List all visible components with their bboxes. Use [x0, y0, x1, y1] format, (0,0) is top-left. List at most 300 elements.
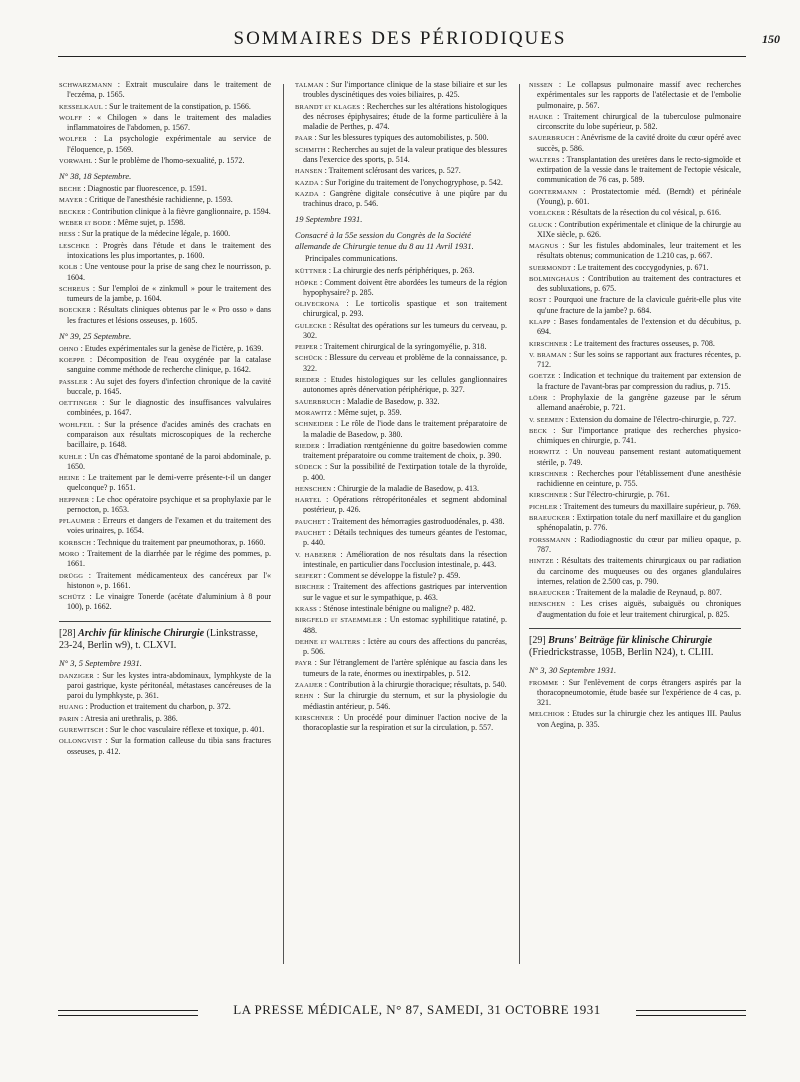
- article-entry: [529, 187, 741, 208]
- article-author: KÜTTNER: [295, 268, 327, 276]
- article-author: SÜDECK: [295, 464, 323, 472]
- article-author: KOEPPE: [59, 357, 85, 365]
- article-entry: [529, 155, 741, 186]
- article-entry: [529, 208, 741, 218]
- article-title: : Comment doivent être abordées les tumeurs de la région hypophysaire? p. 285.: [303, 277, 507, 297]
- article-title: : Sur l'emploi de « zinkmull » pour le traitement des tumeurs de la jambe, p. 1604.: [67, 283, 272, 304]
- article-title: : Amélioration de nos résultats dans la résection intestinale, en particulier dans l'occlusion intestinale, p. 443.: [303, 549, 508, 569]
- article-title: : Transplantation des uretères dans le recto-sigmoïde et extirpation de la vessie dans le traitement de l'ectopie vésicale, communication de 76 cas, p. 589.: [537, 154, 742, 185]
- article-author: REHN: [295, 693, 314, 701]
- article-title: : Production et traitement du charbon, p. 372.: [85, 702, 231, 712]
- article-title: : Décomposition de l'eau oxygénée par la catalase sanguine comme méthode de recherche clinique, p. 1642.: [67, 355, 272, 375]
- article-author: VOELCKER: [529, 210, 566, 218]
- article-author: LÖHR: [529, 394, 548, 402]
- article-author: DEHNE et WALTERS: [295, 638, 361, 646]
- page-number: 150: [762, 32, 780, 46]
- article-author: HAUKE: [529, 113, 553, 121]
- article-title: : Contribution clinique à la fièvre ganglionnaire, p. 1594.: [87, 206, 271, 216]
- article-author: KLAPP: [529, 319, 551, 327]
- article-author: BOECKER: [59, 307, 91, 315]
- article-author: GONTERMANN: [529, 188, 578, 196]
- article-title: : Le rôle de l'iode dans le traitement préparatoire de la maladie de Basedow, p. 380.: [303, 419, 507, 439]
- journal-heading: [529, 628, 741, 660]
- article-entry: [59, 516, 271, 537]
- article-title: : Sur les fistules abdominales, leur traitement et les résultats obtenus; communication de 1.210 cas, p. 667.: [537, 241, 742, 261]
- article-title: : Sur la chirurgie du sternum, et sur la physiologie du médiastin antérieur, p. 546.: [303, 691, 507, 711]
- article-author: PAAR: [295, 135, 313, 143]
- article-title: : Opérations rétropéritonéales et segment abdominal postérieur, p. 426.: [303, 495, 508, 515]
- article-author: SCHMITH: [295, 146, 326, 154]
- article-entry: [529, 678, 741, 709]
- article-entry: [529, 513, 741, 534]
- article-title: : Traitement de la diarrhée par le régime des pommes, p. 1661.: [67, 549, 272, 569]
- article-title: : Contribution expérimentale et clinique de la chirurgie au XIXe siècle, p. 626.: [537, 219, 742, 239]
- article-entry: [59, 102, 271, 112]
- column-divider: [519, 84, 520, 964]
- article-title: : Pourquoi une fracture de la clavicule guérit-elle plus vite qu'une fracture de la jambe? p. 684.: [537, 295, 742, 315]
- article-author: LESCHKE: [59, 242, 90, 250]
- article-author: HANSEN: [295, 168, 323, 176]
- article-title: : Sur l'électro-chirurgie, p. 761.: [569, 490, 670, 500]
- article-entry: [295, 713, 507, 734]
- article-entry: [295, 266, 507, 276]
- article-title: : Résultats cliniques obtenus par le « Pro osso » dans les fractures et lésions osseuses, p. 1605.: [67, 305, 271, 325]
- article-entry: [295, 495, 507, 516]
- article-entry: [59, 262, 271, 283]
- article-title: : Prostatectomie méd. (Berndt) et périnéale (Young), p. 601.: [537, 186, 742, 206]
- article-entry: [295, 680, 507, 690]
- article-title: : Le vinaigre Tonerde (acétate d'aluminium à 8 pour 100), p. 1662.: [67, 592, 271, 612]
- journal-name: Bruns' Beiträge für klinische Chirurgie: [548, 634, 713, 646]
- article-title: : Traitement chirurgical de la syringomyélie, p. 318.: [319, 342, 487, 352]
- article-entry: [529, 241, 741, 262]
- article-entry: [59, 398, 271, 419]
- article-entry: [295, 441, 507, 462]
- article-entry: [59, 305, 271, 326]
- article-entry: [295, 408, 507, 418]
- article-entry: [295, 637, 507, 658]
- article-author: BECHE: [59, 186, 82, 194]
- article-author: ZAAIJER: [295, 681, 323, 689]
- article-entry: [59, 377, 271, 398]
- journal-number: [29]: [529, 634, 546, 646]
- article-author: WEBER et BODE: [59, 220, 112, 228]
- article-entry: [529, 709, 741, 730]
- article-author: DANZIGER: [59, 672, 94, 680]
- article-author: MORO: [59, 551, 80, 558]
- article-title: : Sur les kystes intra-abdominaux, lymphkyste de la paroi gastrique, kyste péritonéal, métastases cancéreuses de la paroi du lymphkyste, p. 361.: [67, 670, 272, 701]
- article-title: : Le collapsus pulmonaire massif avec recherches expérimentales sur les rapports de l'atélectasie et de l'embolie pulmonaire, p. 567.: [537, 80, 741, 110]
- article-author: MORAWITZ: [295, 409, 332, 417]
- article-author: MAGNUS: [529, 243, 559, 251]
- article-entry: [59, 714, 271, 724]
- article-entry: [529, 112, 741, 133]
- article-author: SCHWARZMANN: [59, 82, 113, 89]
- article-entry: [59, 420, 271, 451]
- article-title: : Sur la pratique de la médecine légale, p. 1600.: [77, 229, 231, 239]
- article-author: KIRSCHNER: [529, 340, 568, 348]
- article-entry: [59, 241, 271, 262]
- article-author: KOLB: [59, 264, 78, 272]
- article-entry: [59, 702, 271, 712]
- article-author: V. SEEMEN: [529, 416, 564, 424]
- article-entry: [295, 178, 507, 188]
- article-entry: [295, 528, 507, 549]
- article-author: SCHÜTZ: [59, 594, 86, 602]
- article-entry: [59, 184, 271, 194]
- article-title: : Recherches sur les altérations histologiques des nécroses épiphysaires; étude de la forme particulière à la maladie de Perthes, p. 474.: [303, 101, 507, 132]
- article-entry: [59, 344, 271, 354]
- article-author: GOETZE: [529, 373, 556, 381]
- article-author: BIRGFELD et STAEMMLER: [295, 617, 382, 625]
- issue-heading: N° 3, 30 Septembre 1931.: [529, 664, 617, 675]
- article-entry: [529, 502, 741, 512]
- article-entry: [295, 80, 507, 101]
- article-title: : Le traitement des fractures osseuses, p. 708.: [569, 338, 715, 348]
- article-author: PAUCHET: [295, 518, 326, 526]
- article-entry: [59, 355, 271, 376]
- article-author: KIRSCHNER: [529, 492, 568, 500]
- article-entry: [295, 353, 507, 374]
- article-entry: [295, 615, 507, 636]
- article-entry: [529, 339, 741, 349]
- article-title: : Sur le problème de l'homo-sexualité, p. 1572.: [94, 155, 245, 165]
- article-title: : Un nouveau pansement restant automatiquement stérile, p. 749.: [537, 447, 741, 467]
- article-title: : Critique de l'anesthésie rachidienne, p. 1593.: [84, 195, 233, 205]
- journal-name: Archiv für klinische Chirurgie: [78, 627, 205, 639]
- article-title: : La psychologie expérimentale au service de l'éloquence, p. 1569.: [67, 134, 271, 154]
- article-author: BRAEUCKER: [529, 589, 571, 597]
- article-entry: [529, 350, 741, 371]
- article-title: : Traitement des affections gastriques par intervention sur le vague et sur le sympathique, p. 463.: [303, 582, 507, 602]
- section-subheading: Principales communications.: [305, 253, 398, 263]
- article-entry: [529, 535, 741, 556]
- article-author: KORBSCH: [59, 539, 92, 547]
- article-title: : Diagnostic par fluorescence, p. 1591.: [83, 184, 207, 194]
- article-entry: [295, 189, 507, 210]
- article-title: : Sur la formation calleuse du tibia sans fractures osseuses, p. 412.: [67, 736, 272, 756]
- article-title: : Extension du domaine de l'électro-chirurgie, p. 727.: [565, 414, 737, 424]
- article-author: FORSSMANN: [529, 536, 571, 544]
- article-title: : Blessure du cerveau et problème de la connaissance, p. 322.: [303, 353, 508, 373]
- article-title: : Anévrisme de la cavité droite du cœur opéré avec succès, p. 586.: [537, 133, 742, 153]
- article-entry: [295, 133, 507, 143]
- article-title: : Radiodiagnostic du cœur par milieu opaque, p. 787.: [537, 534, 741, 554]
- journal-address: (Friedrickstrasse, 105B, Berlin N24), t. CLIII.: [529, 647, 714, 659]
- article-entry: [529, 263, 741, 273]
- article-title: : Résultat des opérations sur les tumeurs du cerveau, p. 302.: [303, 320, 508, 340]
- article-author: KIRSCHNER: [295, 714, 334, 722]
- article-title: : Les crises aiguës, subaiguës ou chroniques d'augmentation du foie et leur traitement chirurgical, p. 825.: [537, 599, 742, 619]
- article-author: KIRSCHNER: [529, 470, 568, 478]
- issue-heading: N° 3, 5 Septembre 1931.: [59, 657, 142, 668]
- article-title: : Même sujet, p. 1598.: [113, 218, 186, 228]
- article-entry: [59, 134, 271, 155]
- article-title: : Le torticolis spastique et son traitement chirurgical, p. 293.: [303, 299, 507, 319]
- article-title: : Sur la possibilité de l'extirpation totale de la thyroïde, p. 400.: [303, 462, 508, 482]
- footer-rule: [636, 1010, 746, 1016]
- article-title: : Le traitement par le demi-verre présente-t-il un danger quelconque? p. 1651.: [67, 473, 271, 493]
- article-entry: [295, 484, 507, 494]
- article-entry: [295, 299, 507, 320]
- article-author: RIEDER: [295, 377, 320, 385]
- article-author: RIEDER: [295, 442, 320, 450]
- article-author: KAZDA: [295, 190, 319, 198]
- article-author: SEIFERT: [295, 573, 322, 581]
- article-entry: [59, 725, 271, 735]
- article-entry: [295, 550, 507, 571]
- article-title: : Une ventouse pour la prise de sang chez le nourrisson, p. 1604.: [67, 262, 272, 282]
- page-title: SOMMAIRES DES PÉRIODIQUES: [233, 28, 567, 49]
- article-entry: [59, 495, 271, 516]
- article-entry: [529, 371, 741, 392]
- article-title: : Sur l'importance clinique de la stase biliaire et sur les troubles dyscinétiques des voies biliaires, p. 425.: [303, 80, 507, 100]
- article-author: GUREWITSCH: [59, 726, 104, 734]
- article-author: V. HABERER: [295, 551, 337, 559]
- article-author: VORWAHL: [59, 157, 93, 165]
- article-title: : Sténose intestinale bénigne ou maligne? p. 482.: [318, 603, 476, 613]
- article-author: PFLAUMER: [59, 518, 96, 526]
- article-entry: [295, 419, 507, 440]
- article-author: MAYER: [59, 197, 83, 205]
- article-title: : Résultats de la résection du col vésical, p. 616.: [567, 208, 722, 218]
- article-title: : Détails techniques des tumeurs géantes de l'estomac, p. 440.: [303, 528, 508, 548]
- article-author: HORWITZ: [529, 449, 561, 457]
- article-author: MELCHIOR: [529, 711, 565, 719]
- issue-heading: N° 39, 25 Septembre.: [59, 330, 132, 341]
- article-title: : Sur la présence d'acides aminés des crachats en comparaison aux résultats microscopiques de la recherche bacillaire, p. 1648.: [67, 419, 272, 450]
- article-title: : « Chilogen » dans le traitement des maladies inflammatoires de l'abdomen, p. 1567.: [67, 112, 271, 133]
- article-author: HÖPKE: [295, 279, 318, 287]
- article-entry: [295, 691, 507, 712]
- article-author: KAZDA: [295, 179, 319, 187]
- article-author: WOHLFEIL: [59, 421, 94, 429]
- article-entry: [529, 599, 741, 620]
- article-title: : Un procédé pour diminuer l'action nocive de la thoracoplastie sur la respiration et sur la circulation, p. 557.: [303, 712, 508, 733]
- article-title: : Un estomac syphilitique ratatiné, p. 488.: [303, 615, 507, 635]
- article-author: DRÜGG: [59, 572, 84, 580]
- article-title: : Sur les soins se rapportant aux fractures récentes, p. 712.: [537, 349, 742, 370]
- article-entry: [59, 592, 271, 613]
- article-author: HESS: [59, 231, 76, 239]
- article-author: HEPPNER: [59, 496, 90, 504]
- article-author: GULECKE: [295, 322, 327, 330]
- article-author: OLIVECRONA: [295, 301, 340, 309]
- article-entry: [529, 295, 741, 316]
- article-entry: [59, 671, 271, 702]
- article-entry: [529, 490, 741, 500]
- article-author: OHNO: [59, 345, 79, 353]
- article-title: : Au sujet des foyers d'infection chronique de la cavité buccale, p. 1645.: [67, 376, 272, 396]
- article-entry: [295, 604, 507, 614]
- article-entry: [59, 284, 271, 305]
- article-author: BIRCHER: [295, 584, 325, 592]
- article-title: : Un cas d'hématome spontané de la paroi abdominale, p. 1650.: [67, 451, 272, 471]
- article-title: : Résultats des traitements chirurgicaux ou par radiation du carcinome des muqueuses ou des organes glandulaires internes, relation de 2.500 cas, p. 790.: [537, 556, 741, 586]
- article-author: HEINE: [59, 475, 80, 483]
- article-title: : Maladie de Basedow, p. 332.: [342, 396, 440, 406]
- article-author: HARTEL: [295, 497, 322, 505]
- article-title: : Technique du traitement par pneumothorax, p. 1660.: [93, 537, 266, 547]
- article-author: BECKER: [59, 208, 86, 216]
- article-entry: [59, 207, 271, 217]
- page-header: [60, 28, 780, 58]
- article-entry: [529, 426, 741, 447]
- article-entry: [59, 113, 271, 134]
- article-author: PASSLER: [59, 378, 88, 386]
- article-entry: [59, 736, 271, 757]
- article-entry: [529, 133, 741, 154]
- article-author: SAUERBRUCH: [295, 398, 341, 406]
- column-3: [529, 80, 741, 731]
- journal-number: [28]: [59, 627, 76, 639]
- article-author: BOLMINGHAUS: [529, 275, 580, 283]
- footer-rule: [58, 1010, 198, 1016]
- article-title: : Chirurgie de la maladie de Basedow, p. 413.: [333, 483, 480, 493]
- article-author: PAUCHET: [295, 530, 326, 538]
- article-title: : Traitement des tumeurs du maxillaire supérieur, p. 769.: [559, 501, 741, 511]
- article-author: SAUERBRUCH: [529, 135, 575, 143]
- article-title: : Extirpation totale du nerf maxillaire et du ganglion sphénopalatin, p. 776.: [537, 513, 742, 533]
- article-author: BRANDT et KLAGES: [295, 103, 361, 111]
- article-entry: [529, 317, 741, 338]
- article-title: : Bases fondamentales de l'extension et du décubitus, p. 694.: [537, 317, 742, 337]
- article-author: KESSELKAUL: [59, 103, 103, 111]
- article-entry: [529, 469, 741, 490]
- article-title: : Le choc opératoire psychique et sa prophylaxie par le pernocton, p. 1653.: [67, 494, 272, 514]
- article-title: : Traitement des hémorragies gastroduodénales, p. 438.: [327, 516, 505, 526]
- article-entry: [59, 156, 271, 166]
- issue-heading: 19 Septembre 1931.: [295, 214, 363, 225]
- article-entry: [529, 447, 741, 468]
- article-title: : Gangrène digitale consécutive à une piqûre par du trachinus draco, p. 546.: [303, 188, 508, 209]
- article-author: SCHNEIDER: [295, 421, 334, 429]
- article-title: : Extrait musculaire dans le traitement de l'eczéma, p. 1565.: [67, 80, 271, 100]
- article-author: FROMME: [529, 679, 559, 687]
- article-title: : Traitement médicamenteux des cancéreux par l'« histonon », p. 1661.: [67, 570, 271, 590]
- article-entry: [529, 556, 741, 587]
- article-entry: [59, 473, 271, 494]
- article-entry: [295, 571, 507, 581]
- article-entry: [295, 658, 507, 679]
- article-author: SUERMONDT: [529, 264, 572, 272]
- article-entry: [59, 218, 271, 228]
- article-entry: [59, 452, 271, 473]
- article-entry: [59, 571, 271, 592]
- article-title: : Sur l'origine du traitement de l'onychogryphose, p. 542.: [320, 177, 503, 187]
- article-author: HENSCHEN: [295, 485, 332, 493]
- article-author: PARIN: [59, 715, 79, 723]
- article-author: TALMAN: [295, 82, 324, 89]
- article-title: : Même sujet, p. 359.: [333, 407, 402, 417]
- article-title: : Le traitement des coccygodynies, p. 671.: [573, 262, 709, 272]
- article-title: : Comment se développe la fistule? p. 459.: [323, 571, 461, 581]
- journal-address: (Linkstrasse, 23-24, Berlin w9), t. CLXVI.: [59, 627, 258, 652]
- article-entry: [59, 538, 271, 548]
- article-author: OETTINGER: [59, 400, 98, 408]
- article-entry: [529, 393, 741, 414]
- article-entry: [59, 195, 271, 205]
- article-entry: [529, 415, 741, 425]
- article-author: WOLFER: [59, 136, 87, 144]
- article-title: : Atresia ani urethralis, p. 386.: [80, 713, 178, 723]
- article-title: : Progrès dans l'étude et dans le traitement des intoxications les plus importantes, p. 1600.: [67, 240, 272, 261]
- article-title: : Etudes expérimentales sur la genèse de l'ictère, p. 1639.: [80, 343, 264, 353]
- article-author: PAYR: [295, 660, 312, 668]
- article-entry: [295, 278, 507, 299]
- issue-heading: N° 38, 18 Septembre.: [59, 171, 132, 182]
- article-title: : Prophylaxie de la gangrène gazeuse par le sérum allemand anaérobie, p. 721.: [537, 392, 742, 413]
- article-entry: [295, 582, 507, 603]
- article-title: : Indication et technique du traitement par extension de la fracture de l'avant-bras par compression du radius, p. 715.: [537, 371, 741, 391]
- article-entry: [529, 588, 741, 598]
- issue-heading: Consacré à la 55e session du Congrès de la Société allemande de Chirurgie tenue du 8 au 11 Avril 1931.: [295, 230, 474, 252]
- article-title: : Sur les blessures typiques des automobilistes, p. 500.: [314, 133, 489, 143]
- article-entry: [295, 321, 507, 342]
- article-entry: [295, 166, 507, 176]
- article-entry: [295, 517, 507, 527]
- article-entry: [295, 375, 507, 396]
- article-title: : Ictère au cours des affections du pancréas, p. 506.: [303, 636, 508, 657]
- article-author: GLUCK: [529, 221, 553, 229]
- article-author: HINTZE: [529, 558, 554, 566]
- article-title: : Traitement de la maladie de Reynaud, p. 807.: [572, 587, 722, 597]
- article-title: : Irradiation rœntgénienne du goitre basedowien comme traitement préparatoire ou comme traitement de choix, p. 390.: [303, 440, 508, 461]
- article-entry: [529, 274, 741, 295]
- article-author: HENSCHEN: [529, 601, 566, 609]
- column-2: [295, 80, 507, 734]
- article-title: : Sur l'enlèvement de corps étrangers aspirés par la thoracopneumotomie, étude basée sur l'expérience de 4 cas, p. 321.: [537, 677, 741, 708]
- article-title: : Recherches au sujet de la valeur pratique des blessures dans l'exercice des sports, p. 514.: [303, 144, 508, 164]
- article-author: ROST: [529, 297, 547, 305]
- article-title: : Recherches pour l'établissement d'une anesthésie rachidienne en ceinture, p. 755.: [537, 468, 742, 489]
- article-author: SCHREUS: [59, 285, 90, 293]
- article-title: : Etudes sur la chirurgie chez les antiques III. Paulus von Aegina, p. 335.: [537, 709, 741, 729]
- article-author: NISSEN: [529, 82, 553, 89]
- article-entry: [295, 342, 507, 352]
- article-author: BRAEUCKER: [529, 515, 571, 523]
- column-divider: [283, 84, 284, 964]
- article-author: BECK: [529, 427, 548, 435]
- article-title: : Traitement chirurgical de la tuberculose pulmonaire circonscrite du lobe supérieur, p. 582.: [537, 111, 742, 132]
- article-author: PICHLER: [529, 503, 558, 511]
- article-title: : La chirurgie des nerfs périphériques, p. 263.: [328, 266, 475, 276]
- article-entry: [529, 220, 741, 241]
- article-entry: [295, 397, 507, 407]
- article-title: : Sur le diagnostic des insuffisances valvulaires combinées, p. 1647.: [67, 398, 272, 418]
- page-footer: [58, 1002, 746, 1024]
- article-title: : Traitement sclérosant des varices, p. 527.: [324, 166, 461, 176]
- column-1: [59, 80, 271, 758]
- article-title: : Contribution à la chirurgie thoracique; résultats, p. 540.: [324, 679, 507, 689]
- article-author: WOLFF: [59, 114, 83, 122]
- article-author: KUHLE: [59, 453, 83, 461]
- article-author: PEIPER: [295, 344, 318, 352]
- article-entry: [59, 229, 271, 239]
- article-author: OLLONGVIST: [59, 738, 103, 746]
- article-author: KRASS: [295, 605, 317, 613]
- article-title: : Contribution au traitement des contractures et des subluxations, p. 675.: [537, 273, 742, 294]
- article-title: : Sur l'importance pratique des recherches physico-chimiques en chirurgie, p. 741.: [537, 425, 742, 446]
- article-entry: [59, 549, 271, 570]
- article-entry: [295, 462, 507, 483]
- article-title: : Sur le choc vasculaire réflexe et toxique, p. 401.: [105, 724, 265, 734]
- header-rule: [58, 56, 746, 57]
- article-author: V. BRAMAN: [529, 351, 567, 359]
- article-author: WALTERS: [529, 156, 560, 164]
- article-entry: [295, 102, 507, 133]
- article-entry: [529, 80, 741, 111]
